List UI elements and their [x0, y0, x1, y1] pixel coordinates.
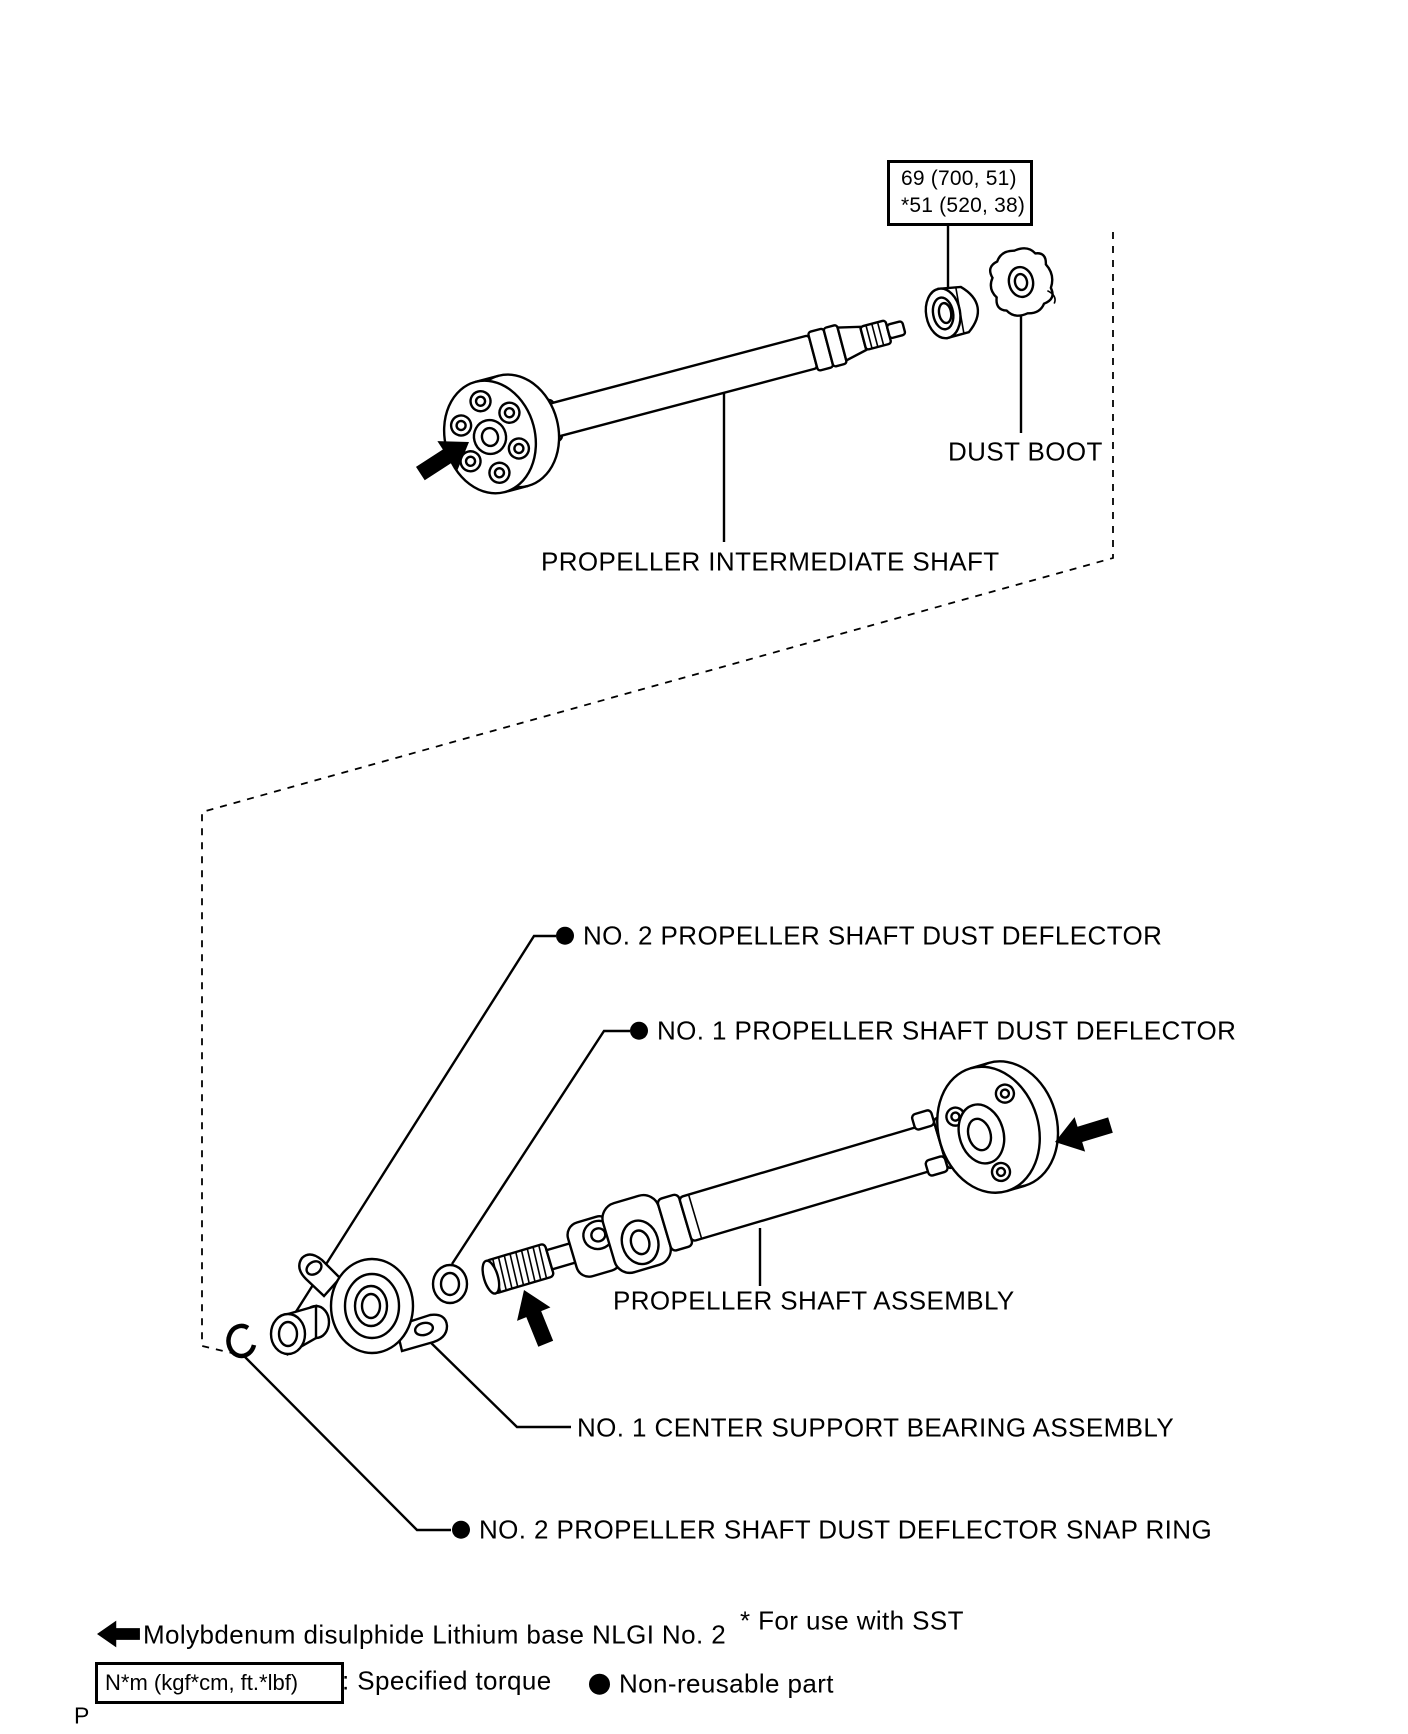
- center-support-bearing-drawing: [299, 1254, 447, 1353]
- non-reusable-bullet-icon: [589, 1674, 610, 1695]
- non-reusable-bullet-icon: [630, 1022, 648, 1040]
- no1-dust-deflector-label: NO. 1 PROPELLER SHAFT DUST DEFLECTOR: [630, 1017, 1236, 1046]
- torque-spec-line1: 69 (700, 51): [901, 167, 1017, 191]
- non-reusable-bullet-icon: [452, 1521, 470, 1539]
- no2-dust-deflector-drawing: [271, 1306, 329, 1354]
- page-marker: P: [74, 1702, 90, 1729]
- no1-dust-deflector-drawing: [433, 1265, 467, 1303]
- no2-dust-deflector-label: NO. 2 PROPELLER SHAFT DUST DEFLECTOR: [556, 922, 1162, 951]
- snap-ring-leader-line: [244, 1356, 451, 1530]
- snap-ring-drawing: [228, 1326, 254, 1356]
- torque-units-box: N*m (kgf*cm, ft.*lbf): [95, 1662, 344, 1704]
- torque-spec-line2: *51 (520, 38): [901, 194, 1026, 217]
- propeller-shaft-assembly-label: PROPELLER SHAFT ASSEMBLY: [613, 1285, 1015, 1316]
- specified-torque-text: : Specified torque: [342, 1665, 552, 1696]
- grease-arrow-icon-assembly-flange: [1050, 1108, 1116, 1159]
- grease-arrow-icon-spline: [507, 1283, 562, 1350]
- non-reusable-bullet-icon: [556, 927, 574, 945]
- snap-ring-label: NO. 2 PROPELLER SHAFT DUST DEFLECTOR SNAP RING: [452, 1516, 1212, 1545]
- non-reusable-legend: Non-reusable part: [589, 1670, 834, 1699]
- grease-legend-text: Molybdenum disulphide Lithium base NLGI No. 2: [143, 1619, 727, 1650]
- dust-boot-label: DUST BOOT: [948, 436, 1103, 467]
- torque-spec-box: [887, 160, 1033, 226]
- sst-note: * For use with SST: [740, 1605, 964, 1636]
- bearing-leader-line: [424, 1336, 571, 1427]
- grease-legend-arrow-icon: [97, 1621, 140, 1648]
- propeller-intermediate-shaft-drawing: [432, 273, 918, 504]
- flange-nut-drawing: [922, 283, 982, 341]
- dust-boot-drawing: [984, 243, 1058, 320]
- propeller-intermediate-shaft-label: PROPELLER INTERMEDIATE SHAFT: [541, 546, 1000, 577]
- center-support-bearing-label: NO. 1 CENTER SUPPORT BEARING ASSEMBLY: [577, 1412, 1175, 1443]
